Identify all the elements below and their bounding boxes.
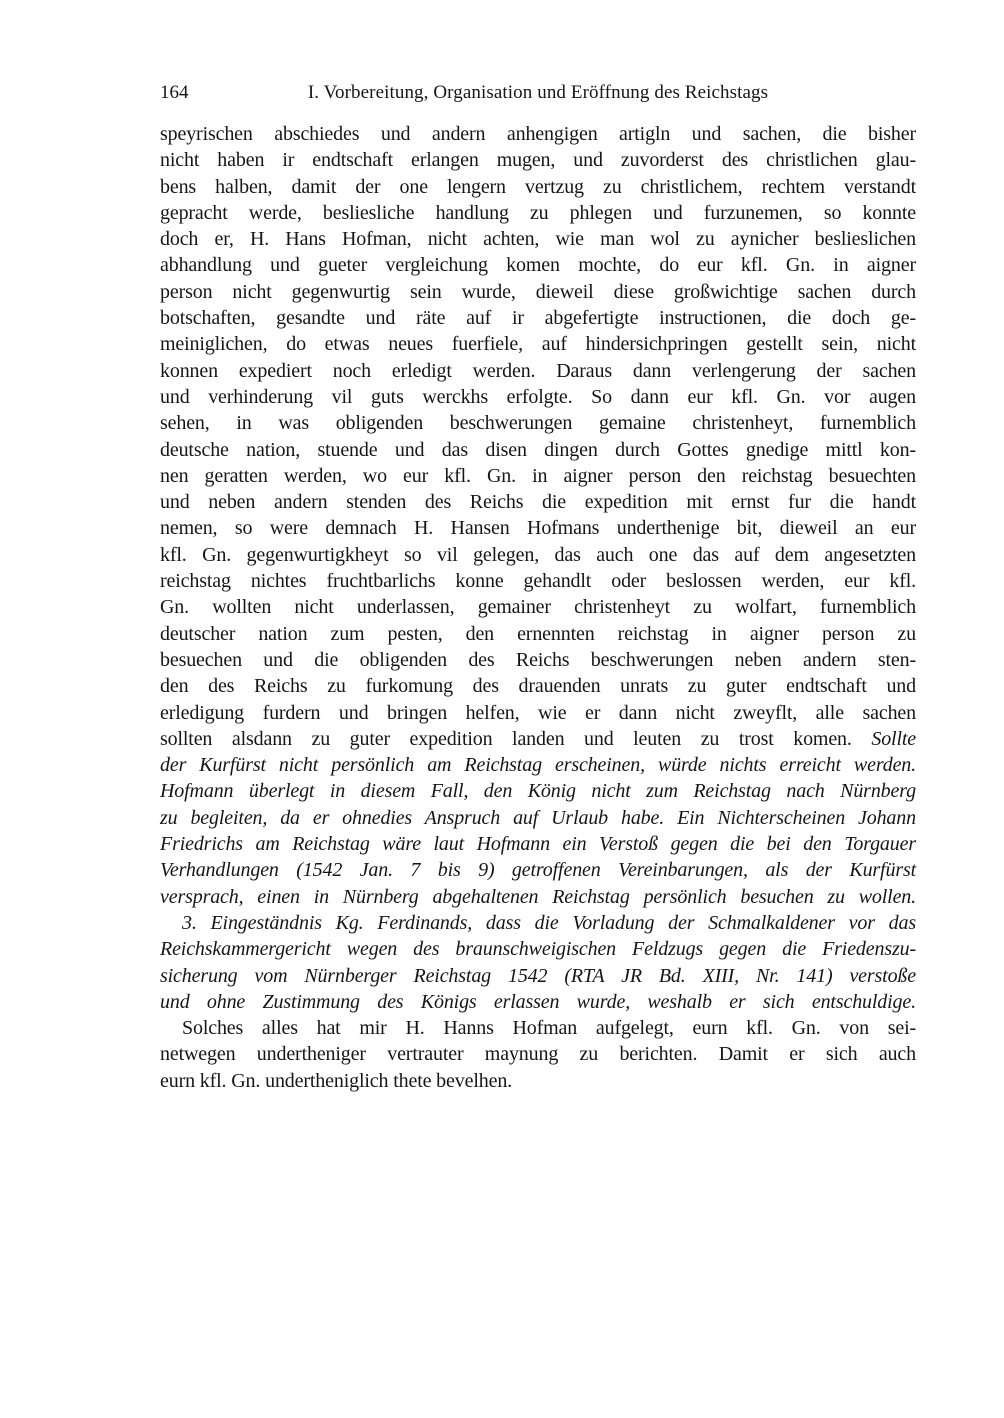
text-line: doch er, H. Hans Hofman, nicht achten, wie man wol zu aynicher beslieslichen — [160, 228, 916, 251]
text-line: netwegen undertheniger vertrauter maynung zu berichten. Damit er sich auch — [160, 1043, 916, 1066]
text-line: besuechen und die obligenden des Reichs beschwerungen neben andern sten- — [160, 648, 916, 671]
text-line: gepracht werde, besliesliche handlung zu phlegen und furzunemen, so konnte — [160, 201, 916, 224]
text-line: abhandlung und gueter vergleichung komen mochte, do eur kfl. Gn. in aigner — [160, 254, 916, 277]
text-line: der Kurfürst nicht persönlich am Reichstag erscheinen, würde nichts erreicht werden. — [160, 754, 916, 777]
text-line: Verhandlungen (1542 Jan. 7 bis 9) getroffenen Vereinbarungen, als der Kurfürst — [160, 859, 916, 882]
page-body — [160, 121, 916, 1094]
text-line: nicht haben ir endtschaft erlangen mugen, und zuvorderst des christlichen glau- — [160, 149, 916, 172]
line-text-italic: Sollte — [871, 727, 916, 750]
text-line: person nicht gegenwurtig sein wurde, dieweil diese großwichtige sachen durch — [160, 280, 916, 303]
text-line: zu begleiten, da er ohnedies Anspruch auf Urlaub habe. Ein Nichterscheinen Johann — [160, 806, 916, 829]
text-line: eurn kfl. Gn. undertheniglich thete bevelhen. — [160, 1069, 513, 1092]
text-line: sicherung vom Nürnberger Reichstag 1542 (RTA JR Bd. XIII, Nr. 141) verstoße — [160, 964, 916, 987]
text-line: reichstag nichtes fruchtbarlichs konne gehandlt oder beslossen werden, eur kfl. — [160, 570, 916, 593]
text-line: meiniglichen, do etwas neues fuerfiele, auf hindersichpringen gestellt sein, nicht — [160, 333, 916, 356]
text-line: Friedrichs am Reichstag wäre laut Hofmann ein Verstoß gegen die bei den Torgauer — [160, 833, 916, 856]
text-line: Solches alles hat mir H. Hanns Hofman aufgelegt, eurn kfl. Gn. von sei- — [182, 1017, 916, 1040]
running-head: I. Vorbereitung, Organisation und Eröffnung des Reichstags — [307, 82, 769, 103]
page-header — [160, 81, 916, 105]
text-line: 3. Eingeständnis Kg. Ferdinands, dass die Vorladung der Schmalkaldener vor das — [182, 911, 916, 934]
text-line: erledigung furdern und bringen helfen, wie er dann nicht zweyflt, alle sachen — [160, 701, 916, 724]
line-text-roman: sollten alsdann zu guter expedition landen und leuten zu trost komen. — [160, 727, 852, 750]
text-line: bens halben, damit der one lengern vertzug zu christlichem, rechtem verstandt — [160, 175, 916, 198]
text-line-mixed — [160, 726, 916, 752]
text-line: versprach, einen in Nürnberg abgehaltenen Reichstag persönlich besuchen zu wollen. — [160, 885, 916, 908]
text-line: kfl. Gn. gegenwurtigkheyt so vil gelegen, das auch one das auf dem angesetzten — [160, 543, 916, 566]
page-number: 164 — [160, 82, 189, 103]
text-line: sehen, in was obligenden beschwerungen gemaine christenheyt, furnemblich — [160, 412, 916, 435]
text-line: und neben andern stenden des Reichs die expedition mit ernst fur die handt — [160, 491, 916, 514]
text-line: konnen expediert noch erledigt werden. Daraus dann verlengerung der sachen — [160, 359, 916, 382]
text-line: und ohne Zustimmung des Königs erlassen wurde, weshalb er sich entschuldige. — [160, 990, 916, 1013]
text-line: deutsche nation, stuende und das disen dingen durch Gottes gnedige mittl kon- — [160, 438, 916, 461]
text-line: und verhinderung vil guts werckhs erfolgte. So dann eur kfl. Gn. vor augen — [160, 385, 916, 408]
text-line: Gn. wollten nicht underlassen, gemainer christenheyt zu wolfart, furnemblich — [160, 596, 916, 619]
text-line: deutscher nation zum pesten, den ernennten reichstag in aigner person zu — [160, 622, 916, 645]
text-line: den des Reichs zu furkomung des drauenden unrats zu guter endtschaft und — [160, 675, 916, 698]
text-line: nen geratten werden, wo eur kfl. Gn. in aigner person den reichstag besuechten — [160, 464, 916, 487]
text-line: speyrischen abschiedes und andern anhengigen artigln und sachen, die bisher — [160, 123, 916, 145]
text-line: nemen, so were demnach H. Hansen Hofmans underthenige bit, dieweil an eur — [160, 517, 916, 540]
text-line: Hofmann überlegt in diesem Fall, den König nicht zum Reichstag nach Nürnberg — [160, 780, 916, 803]
text-line: Reichskammergericht wegen des braunschweigischen Feldzugs gegen die Friedenszu- — [160, 938, 916, 961]
text-line: botschaften, gesandte und räte auf ir abgefertigte instructionen, die doch ge- — [160, 307, 916, 330]
